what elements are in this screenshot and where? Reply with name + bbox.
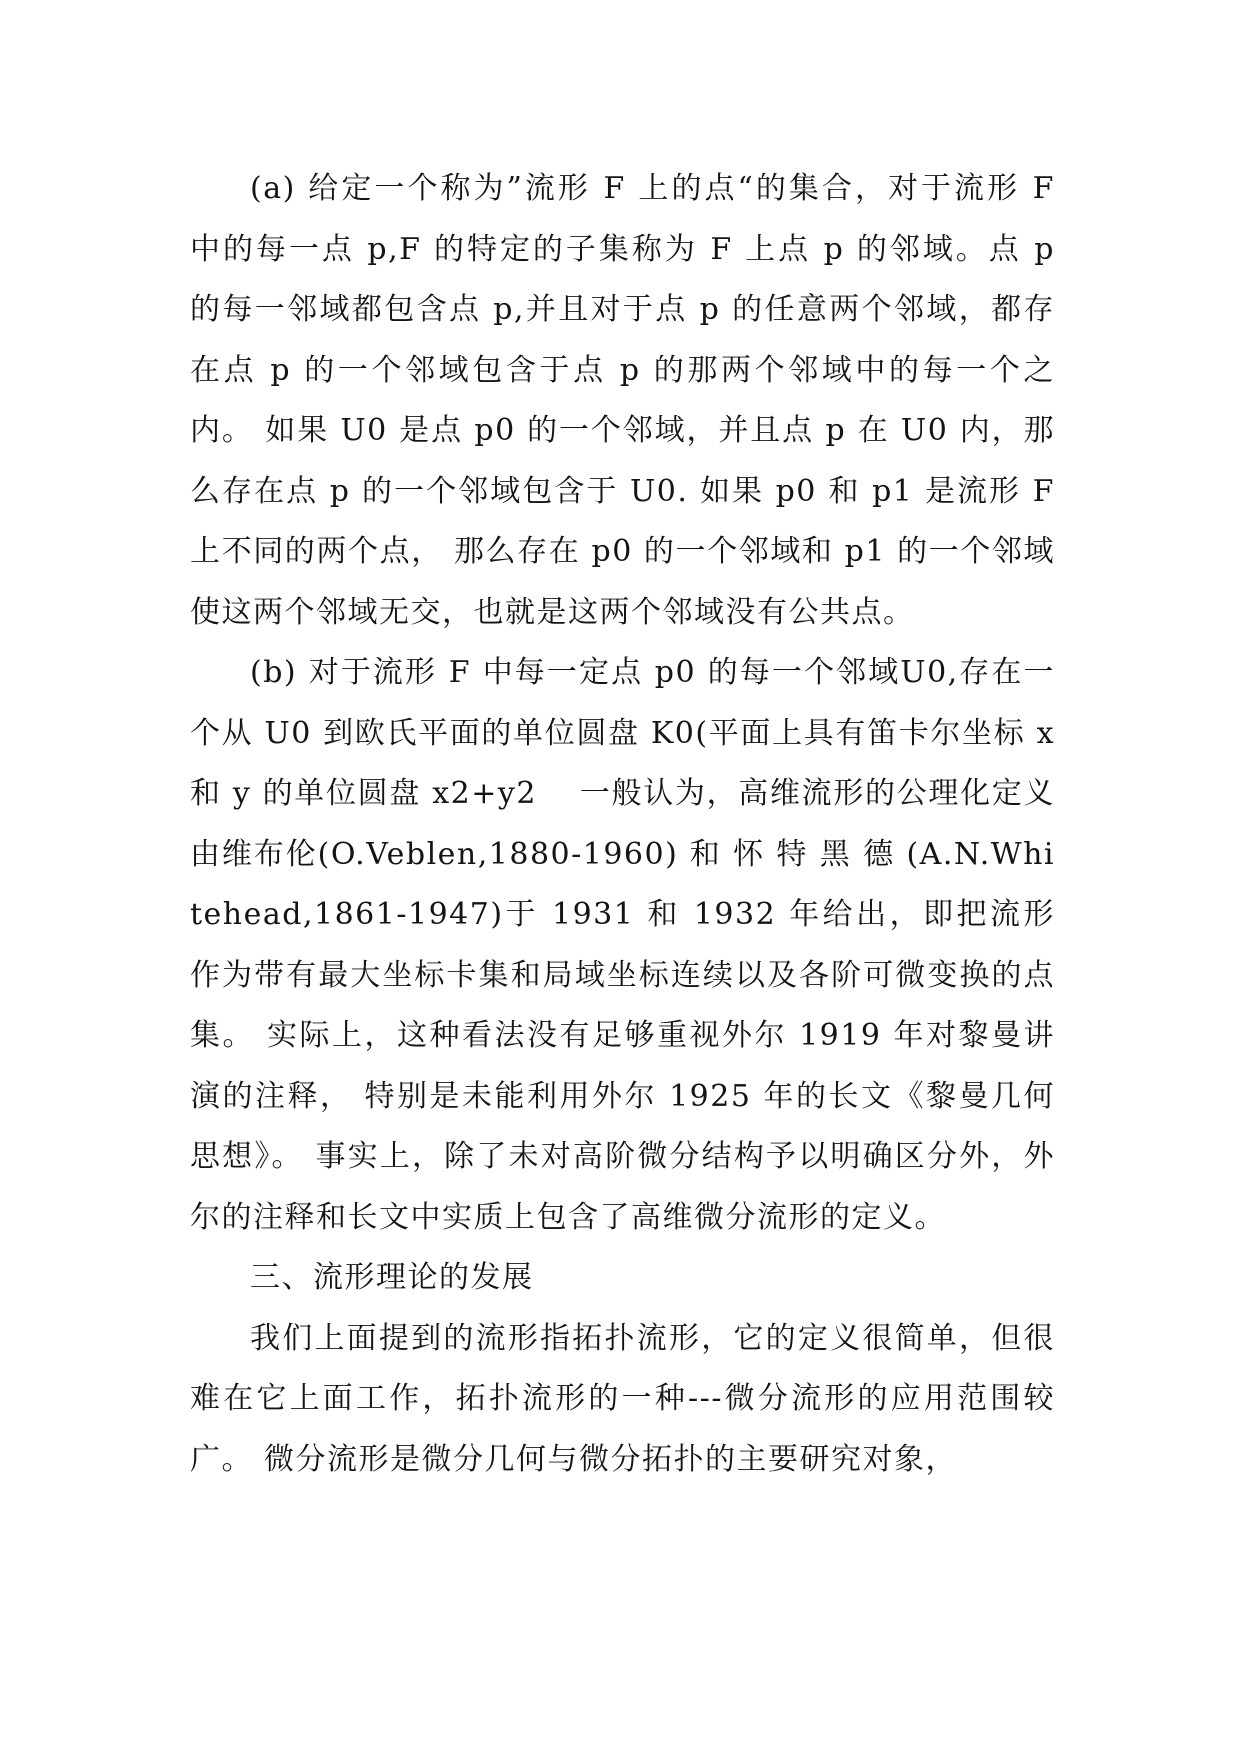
paragraph-a: (a) 给定一个称为”流形 F 上的点“的集合，对于流形 F 中的每一点 p,F 的特定的子集称为 F 上点 p 的邻域。点 p 的每一邻域都包含点 p,并且对于点 p 的任意两个邻域，都存在点 p 的一个邻域包含于点 p 的那两个邻域中的每一个之内。 如果 U0 是点 p0 的一个邻域，并且点 p 在 U0 内，那么存在点 p 的一个邻域包含于 U0. 如果 p0 和 p1 是流形 F 上不同的两个点， 那么存在 p0 的一个邻域和 p1 的一个邻域使这两个邻域无交，也就是这两个邻域没有公共点。 [190, 171, 1055, 630]
paragraph-after-heading: 我们上面提到的流形指拓扑流形，它的定义很简单，但很难在它上面工作，拓扑流形的一种---微分流形的应用范围较广。 微分流形是微分几何与微分拓扑的主要研究对象， [190, 1320, 1055, 1477]
section-heading: 三、流形理论的发展 [250, 1260, 534, 1295]
paragraph-b: (b) 对于流形 F 中每一定点 p0 的每一个邻域U0,存在一个从 U0 到欧氏平面的单位圆盘 K0(平面上具有笛卡尔坐标 x 和 y 的单位圆盘 x2+y2 一般认为，高维流形的公理化定义由维布伦(O.Veblen,1880-1960) 和 怀 特 黑 德 (A.N.Whitehead,1861-1947)于 1931 和 1932 年给出，即把流形作为带有最大坐标卡集和局域坐标连续以及各阶可微变换的点集。 实际上，这种看法没有足够重视外尔 1919 年对黎曼讲演的注释， 特别是未能利用外尔 1925 年的长文《黎曼几何思想》。 事实上，除了未对高阶微分结构予以明确区分外，外尔的注释和长文中实质上包含了高维微分流形的定义。 [190, 655, 1055, 1235]
document-body [190, 159, 1055, 1490]
